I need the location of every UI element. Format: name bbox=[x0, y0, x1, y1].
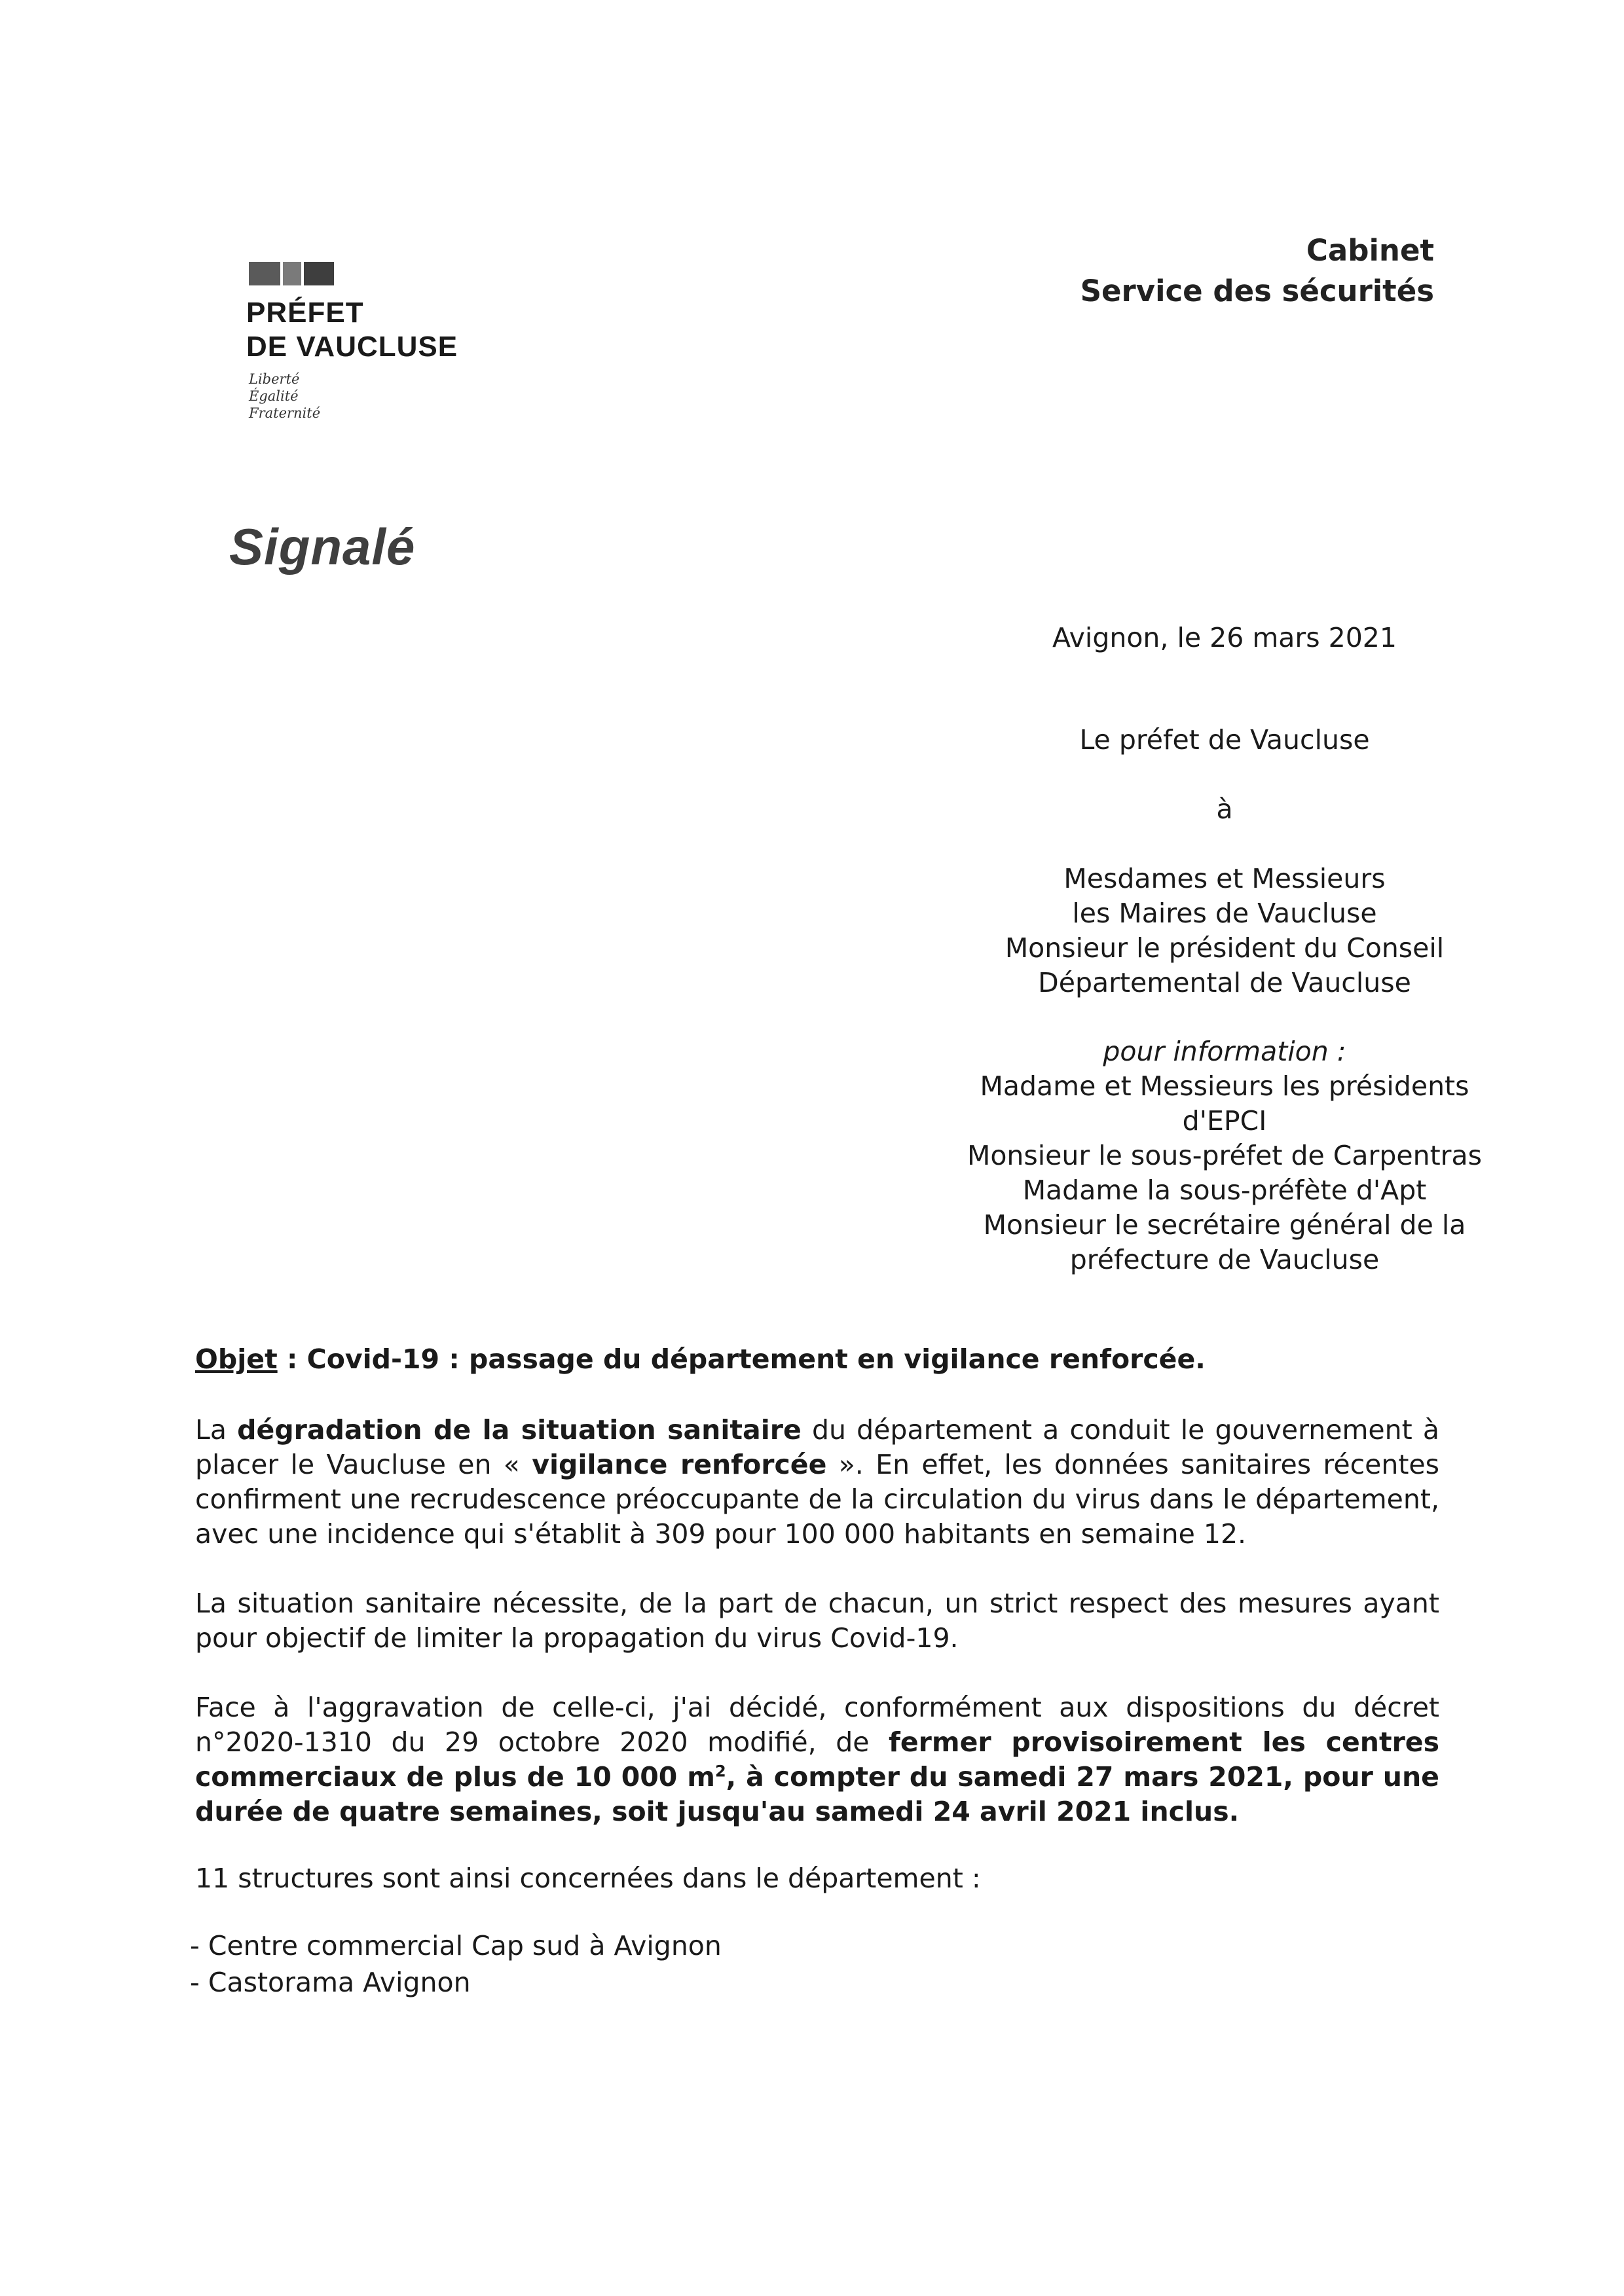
subject-text: Covid-19 : passage du département en vigilance renforcée. bbox=[306, 1343, 1206, 1375]
info-recipient-line: Monsieur le sous-préfet de Carpentras bbox=[967, 1140, 1483, 1171]
recipient-line: Départemental de Vaucluse bbox=[1038, 967, 1411, 998]
subject-label: Objet bbox=[195, 1343, 278, 1375]
para1-text: du département a conduit le gouvernement à placer le Vaucluse en « bbox=[195, 1414, 1440, 1480]
list-item: - Castorama Avignon bbox=[190, 1967, 471, 1998]
date-line: Avignon, le 26 mars 2021 bbox=[1052, 622, 1397, 653]
subject-separator: : bbox=[277, 1343, 307, 1375]
paragraph-4: 11 structures sont ainsi concernées dans le département : bbox=[195, 1863, 981, 1894]
paragraph-1 bbox=[195, 1413, 1439, 1552]
recipient-line: les Maires de Vaucluse bbox=[1072, 898, 1377, 929]
paragraph-3 bbox=[195, 1690, 1439, 1829]
logo-title-line1: PRÉFET bbox=[246, 297, 364, 329]
recipient-line: Monsieur le président du Conseil bbox=[1005, 932, 1445, 964]
info-recipient-line: Monsieur le secrétaire général de la bbox=[983, 1209, 1466, 1241]
para3-bold: , à compter du samedi 27 mars 2021, pour une durée de quatre semaines, soit jusqu'au samedi 24 avril 2021 inclus. bbox=[195, 1761, 1439, 1827]
header-cabinet: Cabinet bbox=[1306, 233, 1434, 268]
recipient-line: Mesdames et Messieurs bbox=[1063, 863, 1386, 894]
subject-line bbox=[195, 1342, 1439, 1377]
list-item: - Centre commercial Cap sud à Avignon bbox=[190, 1930, 722, 1961]
recipients-block bbox=[851, 862, 1598, 1000]
para3-text: Face à l'aggravation de celle-ci, j'ai décidé, conformément aux dispositions du décret n°2020-1310 du 29 octobre 2020 modifié, de bbox=[195, 1692, 1439, 1758]
info-recipient-line: d'EPCI bbox=[1182, 1105, 1267, 1137]
para1-bold: vigilance renforcée bbox=[532, 1449, 827, 1480]
para1-text: ». En effet, les données sanitaires récentes confirment une recrudescence préoccupante de la circulation du virus dans le département, avec une incidence qui s'établit à 309 pour 100 000 habitants en semaine 12. bbox=[195, 1449, 1439, 1550]
info-label: pour information : bbox=[1103, 1036, 1346, 1067]
info-recipient-line: préfecture de Vaucluse bbox=[1069, 1244, 1380, 1275]
marianne-logo bbox=[249, 262, 334, 285]
paragraph-2: La situation sanitaire nécessite, de la part de chacun, un strict respect des mesures ayant pour objectif de limiter la propagation du virus Covid-19. bbox=[195, 1588, 1439, 1654]
motto-line1: Liberté bbox=[249, 371, 300, 387]
info-recipient-line: Madame la sous-préfète d'Apt bbox=[1022, 1175, 1427, 1206]
signale-stamp: Signalé bbox=[229, 518, 416, 575]
logo-title-line2: DE VAUCLUSE bbox=[246, 331, 458, 363]
info-recipient-line: Madame et Messieurs les présidents bbox=[980, 1070, 1469, 1102]
para3-bold: fermer provisoirement les centres commerciaux de plus de 10 000 m bbox=[195, 1726, 1439, 1793]
info-block bbox=[851, 1034, 1598, 1277]
service-header bbox=[1080, 230, 1434, 312]
para1-text: La bbox=[195, 1414, 238, 1446]
superscript: 2 bbox=[714, 1762, 726, 1781]
motto-line2: Égalité bbox=[249, 388, 299, 404]
header-service: Service des sécurités bbox=[1080, 274, 1434, 308]
para1-bold: dégradation de la situation sanitaire bbox=[237, 1414, 802, 1446]
sender-line: Le préfet de Vaucluse bbox=[1079, 724, 1370, 756]
to-line: à bbox=[1216, 793, 1233, 825]
motto-line3: Fraternité bbox=[249, 405, 321, 421]
